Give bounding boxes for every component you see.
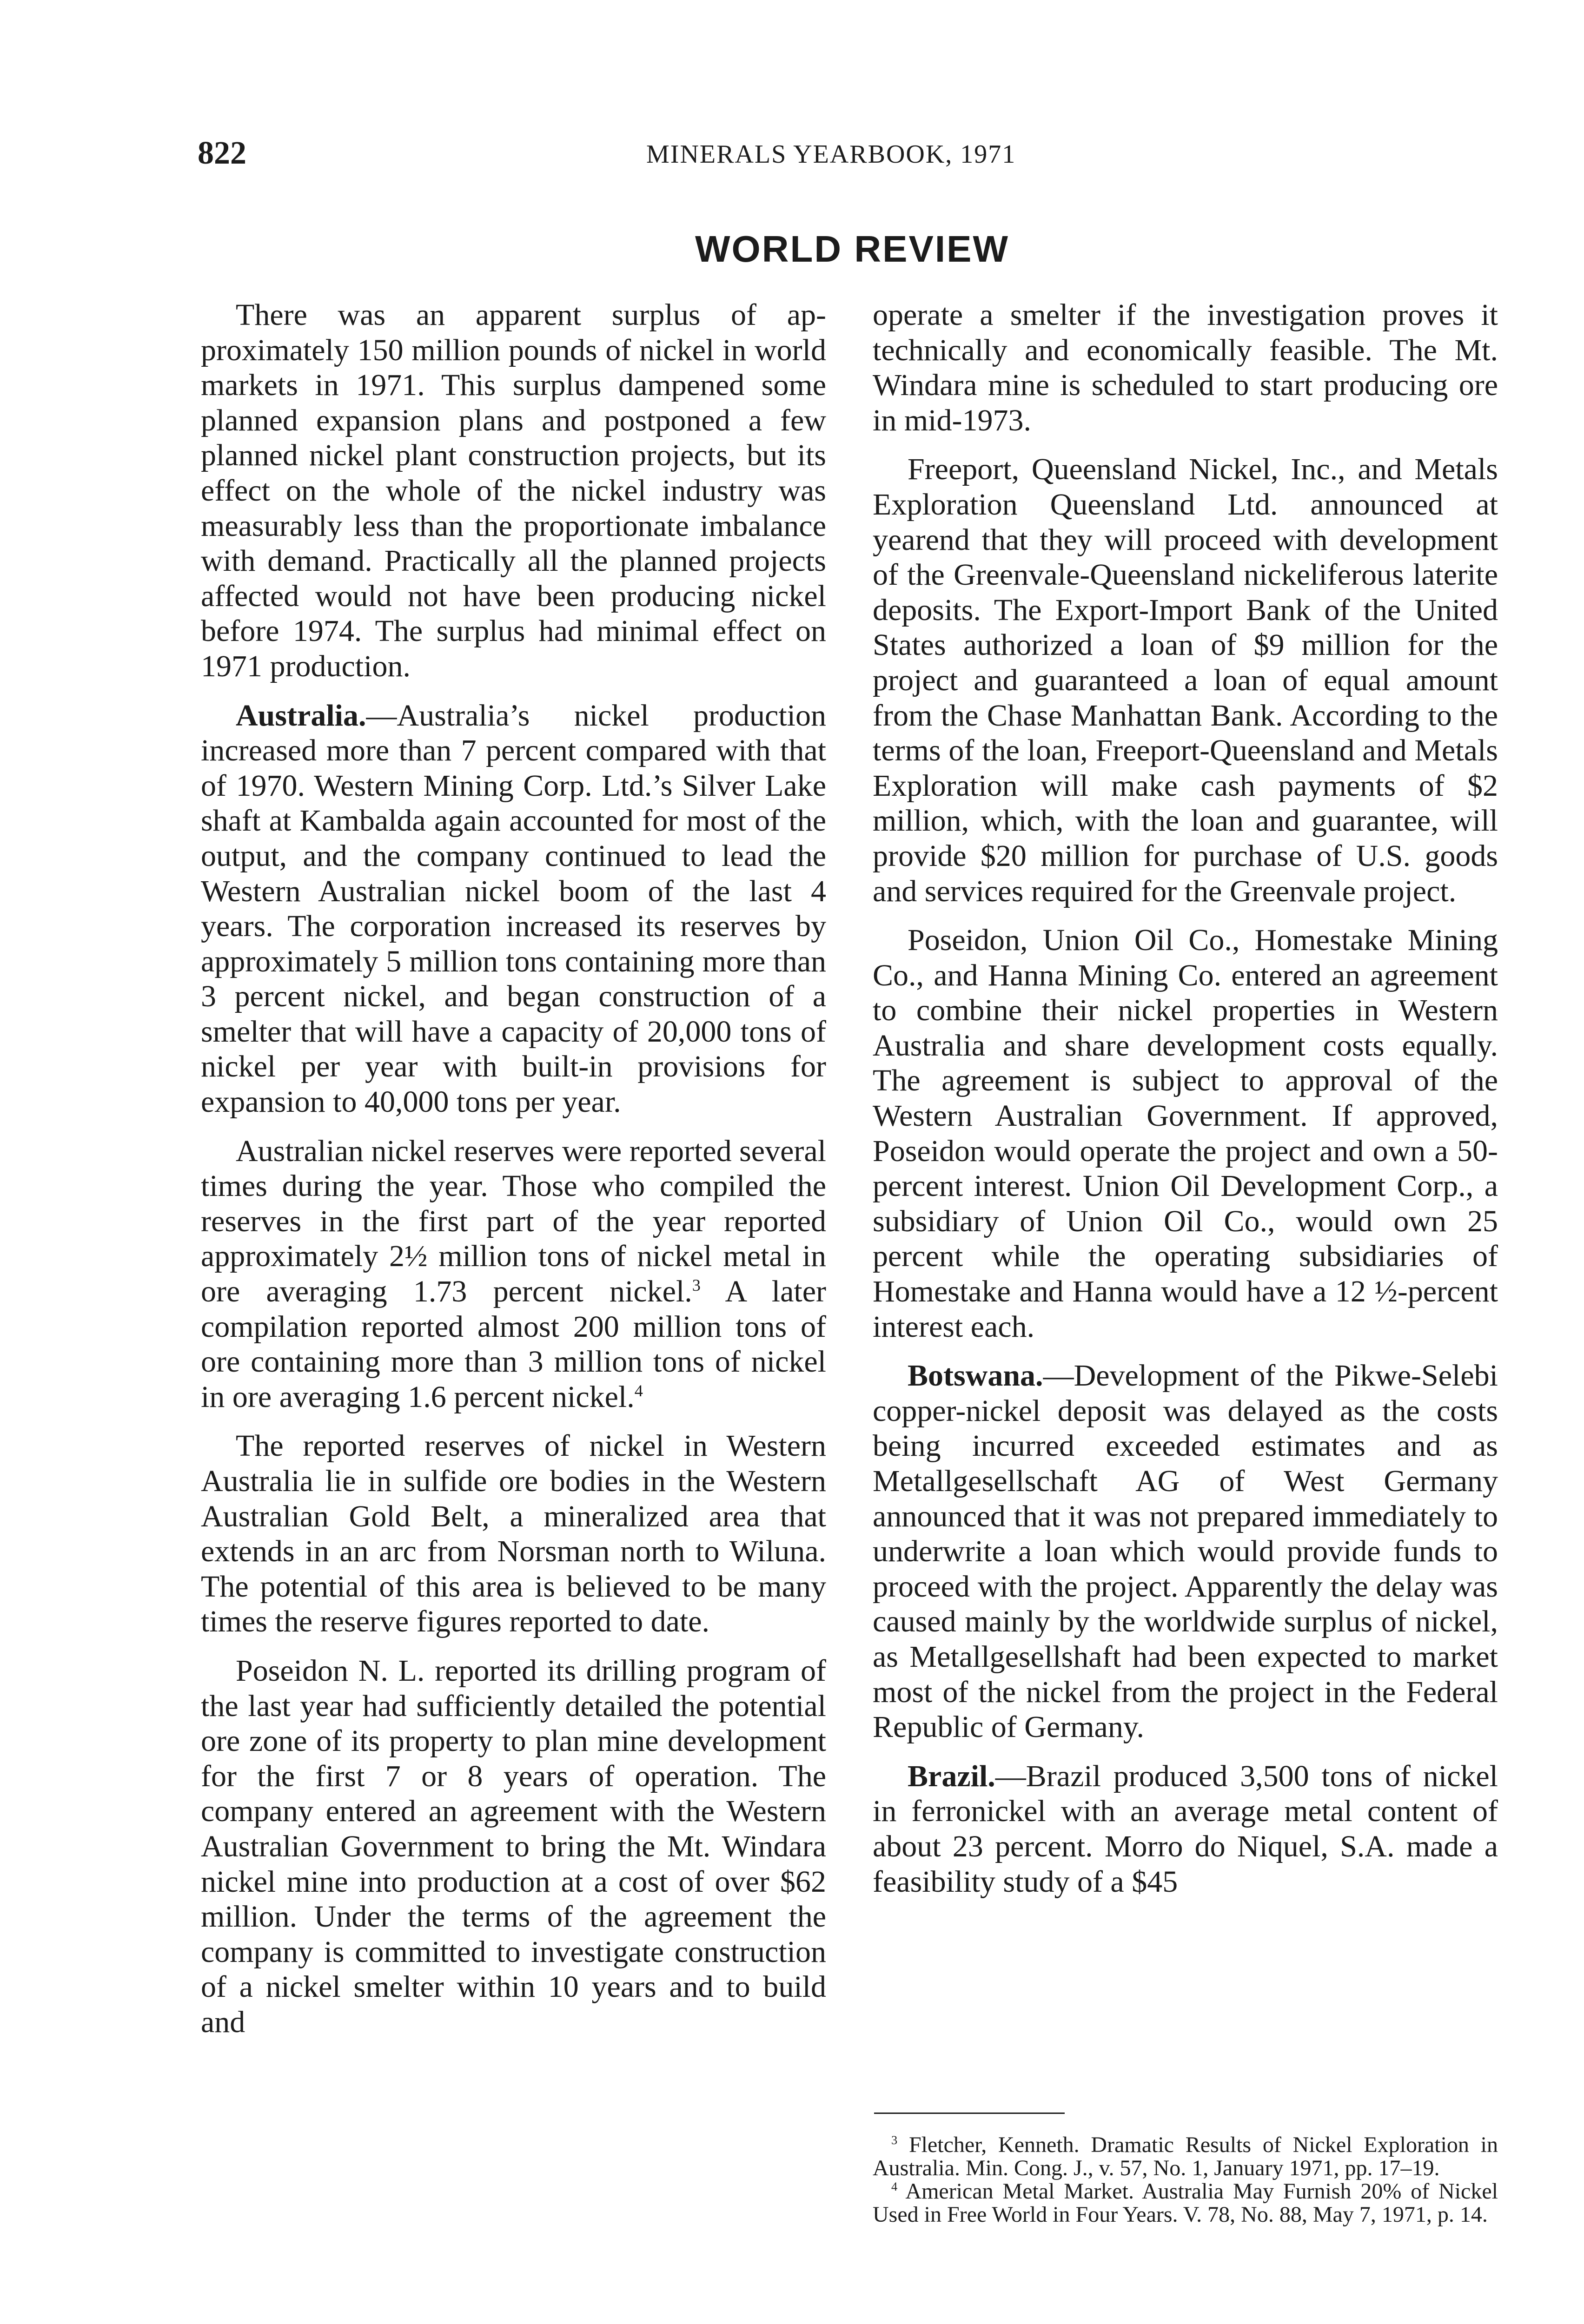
botswana-paragraph — [873, 1358, 1498, 1745]
left-column — [201, 297, 826, 2054]
footnote-4-text: American Metal Market. Australia May Furnish 20% of Nickel Used in Free World in Four Years. V. 78, No. 88, May 7, 1971, p. 14. — [873, 2179, 1498, 2227]
botswana-heading: Botswana. — [908, 1359, 1043, 1393]
footnote-3-text: Fletcher, Kenneth. Dramatic Results of Nickel Exploration in Australia. Min. Cong. J., v. 57, No. 1, January 1971, pp. 17–19. — [873, 2133, 1498, 2180]
footnote-ref-3: 3 — [692, 1276, 701, 1295]
australia-text: —Australia’s nickel production increased more than 7 percent compared with that of 1970. Western Mining Corp. Ltd.’s Silver Lake shaft at Kambalda again accounted for most of the output, and the company continued to lead the Western Australian nickel boom of the last 4 years. The corporation increased its reserves by approximately 5 million tons containing more than 3 percent nickel, and began construction of a smelter that will have a capacity of 20,000 tons of nickel per year with built-in provisions for expansion to 40,000 tons per year. — [201, 698, 826, 1119]
reserves-paragraph — [201, 1134, 826, 1415]
footnote-4 — [873, 2180, 1498, 2226]
australia-paragraph — [201, 698, 826, 1120]
brazil-heading: Brazil. — [908, 1759, 995, 1793]
section-title: WORLD REVIEW — [695, 228, 1009, 270]
reserves-text-b: A later compilation reported almost 200 million tons of ore containing more than 3 million tons of nickel in ore averaging 1.6 percent nickel. — [201, 1274, 827, 1414]
footnotes — [873, 2133, 1498, 2226]
continuation-paragraph: operate a smelter if the investigation proves it technically and economically feasible. The Mt. Windara mine is scheduled to start producing ore in mid-1973. — [873, 298, 1498, 437]
brazil-text: —Brazil produced 3,500 tons of nickel in ferronickel with an average metal content of about 23 percent. Morro do Niquel, S.A. made a feasibility study of a $45 — [873, 1759, 1498, 1899]
reserves-text-a: Australian nickel reserves were reported several times during the year. Those who compiled the reserves in the first part of the year reported approximately 2½ million tons of nickel metal in ore averaging 1.73 percent nickel. — [201, 1134, 826, 1309]
joint-venture-paragraph: Poseidon, Union Oil Co., Homestake Mining Co., and Hanna Mining Co. entered an agreement to combine their nickel properties in Western Australia and share development costs equally. The agreement is subject to approval of the Western Australian Government. If approved, Poseidon would operate the project and own a 50-percent interest. Union Oil Development Corp., a subsidiary of Union Oil Co., would own 25 percent while the operating subsidiaries of Homestake and Hanna would have a 12 ½-percent interest each. — [873, 923, 1498, 1344]
botswana-text: —Development of the Pikwe-Selebi copper-nickel deposit was delayed as the costs being incurred exceeded estimates and as Metallgesellschaft AG of West Germany announced that it was not prepared immediately to underwrite a loan which would provide funds to proceed with the project. Apparently the delay was caused mainly by the worldwide surplus of nickel, as Metallgesellshaft had been expected to market most of the nickel from the project in the Federal Republic of Germany. — [873, 1359, 1498, 1744]
brazil-paragraph — [873, 1759, 1498, 1899]
footnote-3-marker: 3 — [891, 2133, 898, 2147]
gold-belt-paragraph: The reported reserves of nickel in Western Australia lie in sulfide ore bodies in the Western Australian Gold Belt, a mineralized area that extends in an arc from Norsman north to Wiluna. The potential of this area is believed to be many times the reserve figures reported to date. — [201, 1429, 826, 1639]
page-number: 822 — [198, 135, 246, 171]
footnote-ref-4: 4 — [634, 1381, 643, 1400]
poseidon-paragraph: Poseidon N. L. reported its drilling program of the last year had sufficiently detailed the potential ore zone of its property to plan mine development for the first 7 or 8 years of operation. The company entered an agreement with the Western Australian Government to bring the Mt. Windara nickel mine into production at a cost of over $62 million. Under the terms of the agreement the company is committed to investigate construction of a nickel smelter within 10 years and to build and — [201, 1653, 826, 2039]
footnote-divider — [874, 2113, 1065, 2114]
right-column — [873, 297, 1498, 1913]
freeport-paragraph: Freeport, Queensland Nickel, Inc., and Metals Exploration Queensland Ltd. announced at yearend that they will proceed with development of the Greenvale-Queensland nickeliferous laterite deposits. The Export-Import Bank of the United States authorized a loan of $9 million for the project and guaranteed a loan of equal amount from the Chase Manhattan Bank. According to the terms of the loan, Freeport-Queensland and Metals Exploration will make cash payments of $2 million, which, with the loan and guarantee, will provide $20 million for purchase of U.S. goods and services required for the Greenvale project. — [873, 452, 1498, 908]
footnote-3 — [873, 2133, 1498, 2180]
footnote-4-marker: 4 — [891, 2179, 898, 2193]
intro-paragraph: There was an apparent surplus of approximately 150 million pounds of nickel in world markets in 1971. This surplus dampened some planned expansion plans and postponed a few planned nickel plant construction projects, but its effect on the whole of the nickel industry was measurably less than the proportionate imbalance with demand. Practically all the planned projects affected would not have been producing nickel before 1974. The surplus had minimal effect on 1971 production. — [201, 298, 826, 683]
australia-heading: Australia. — [236, 698, 366, 733]
running-title: MINERALS YEARBOOK, 1971 — [646, 140, 1016, 169]
